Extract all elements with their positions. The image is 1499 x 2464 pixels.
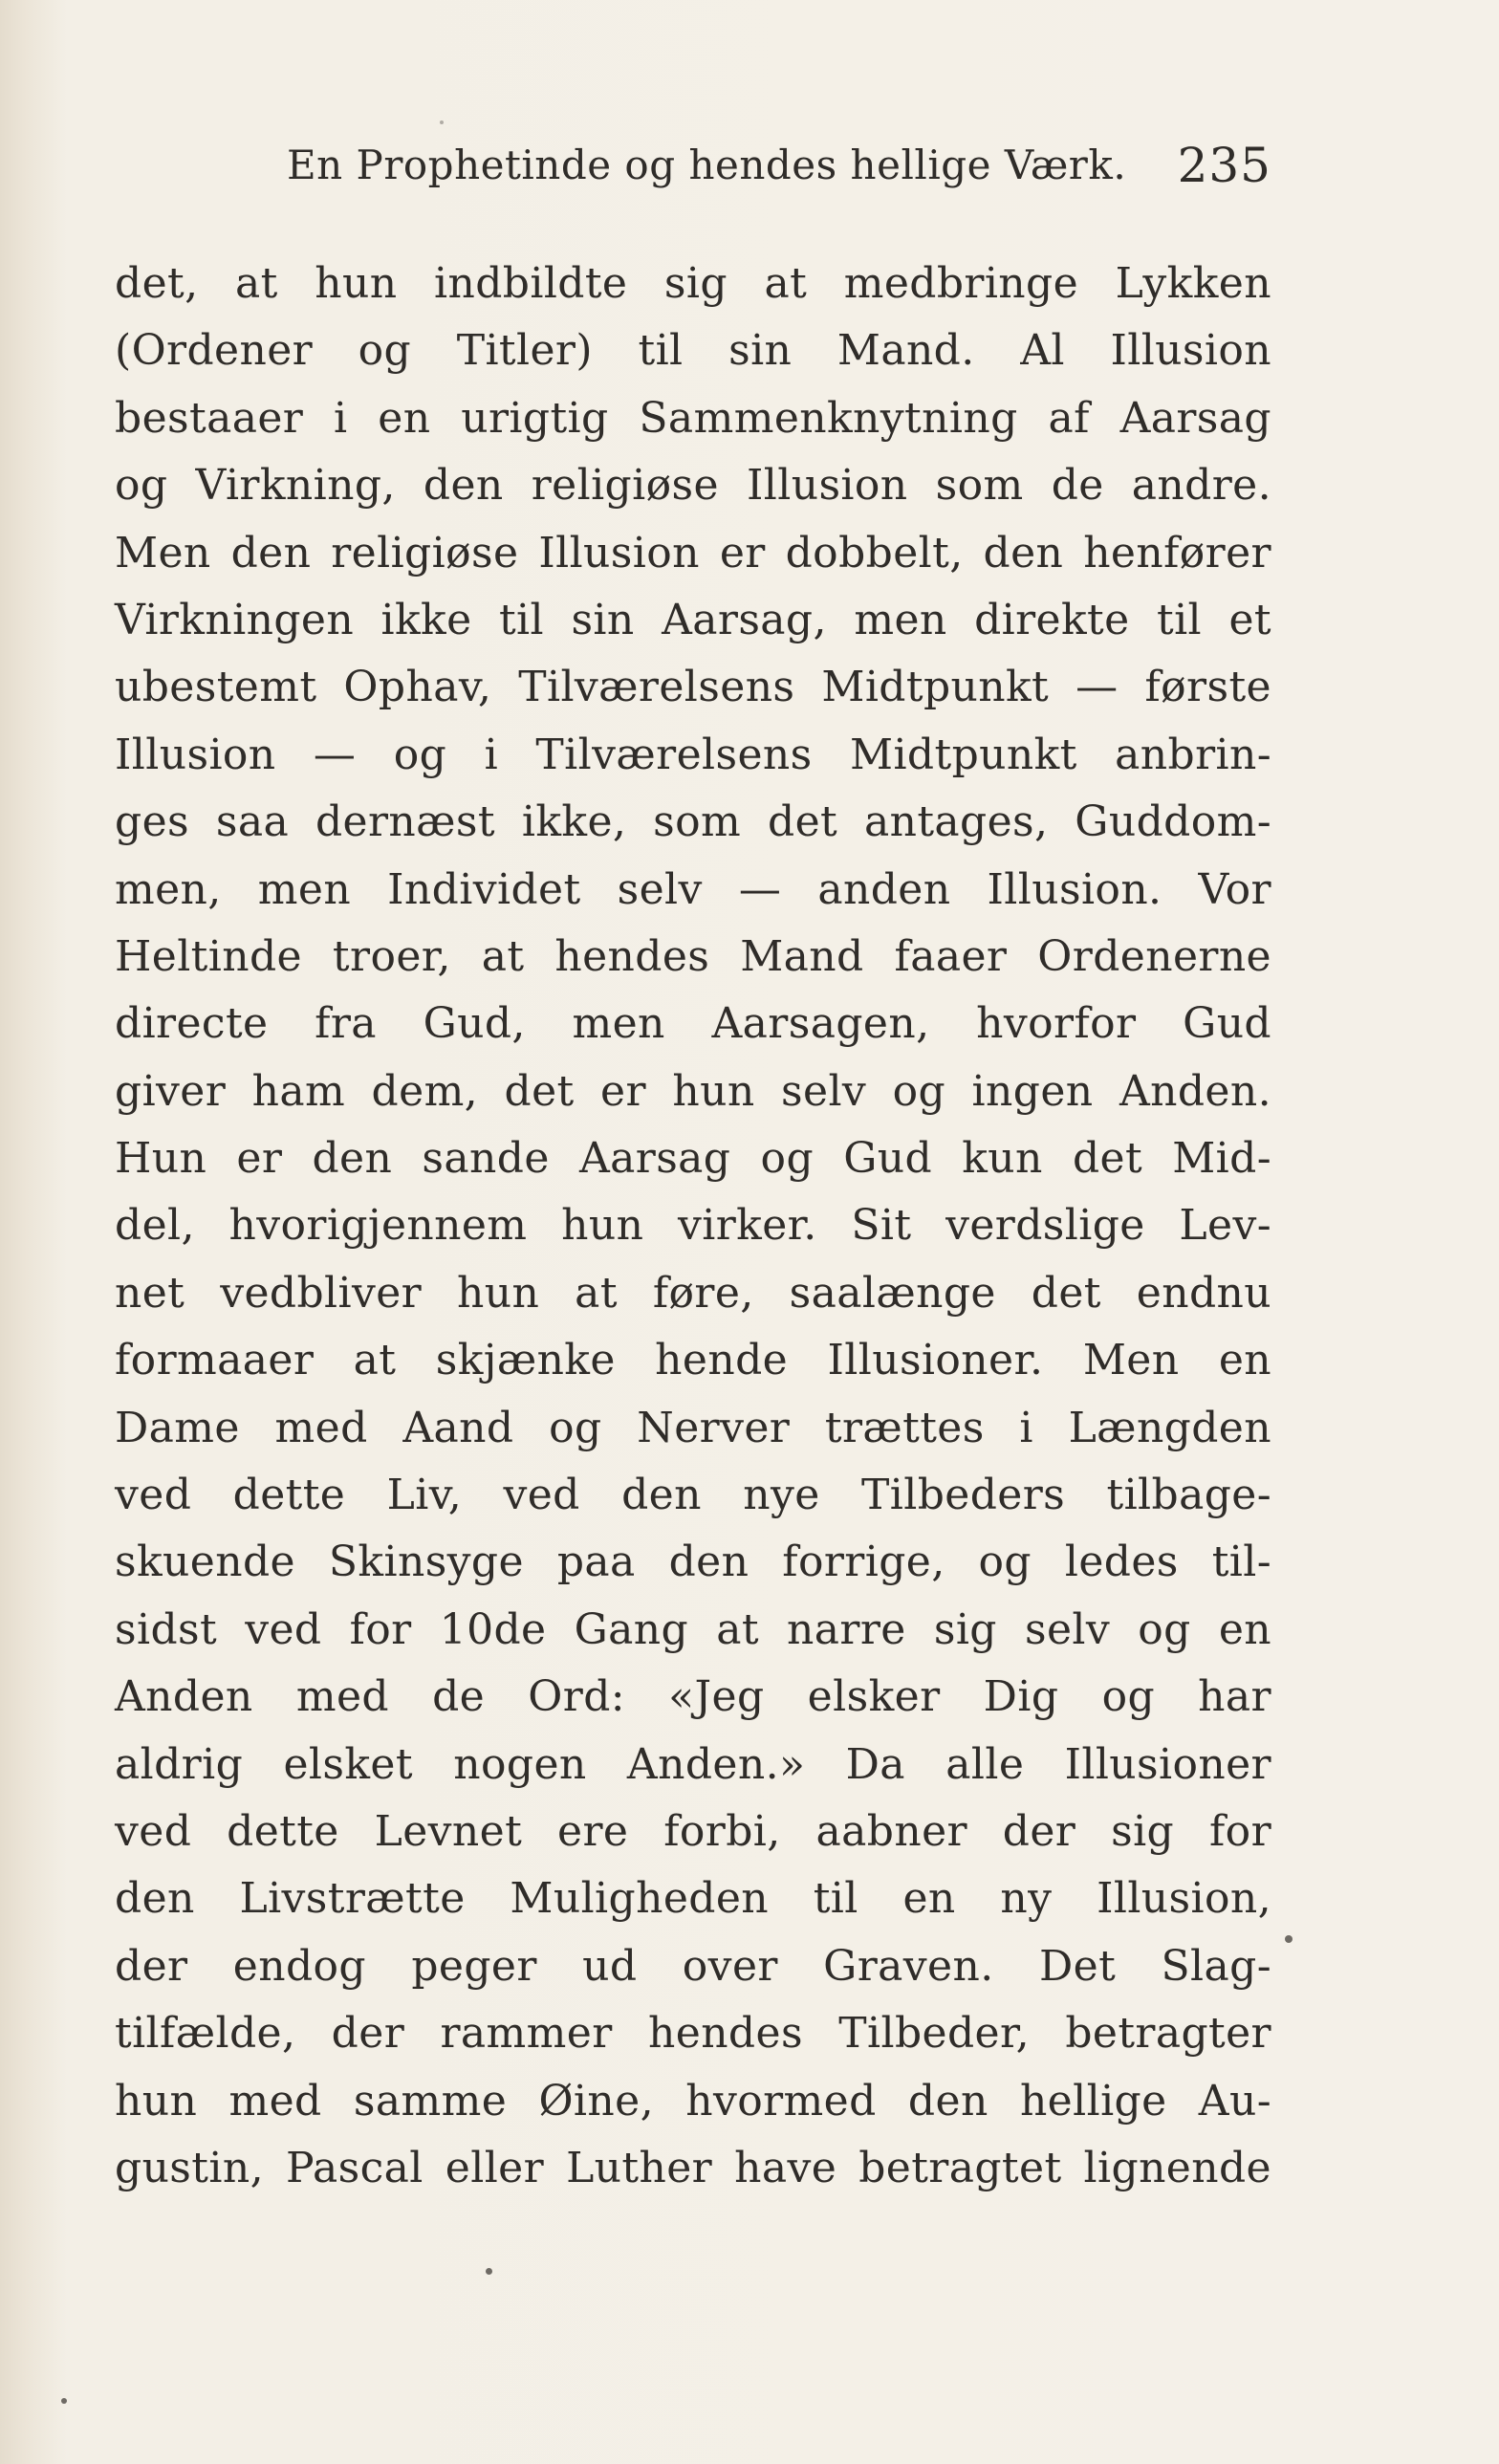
body-text	[115, 251, 1271, 2202]
text-line: hun med samme Øine, hvormed den hellige Au-	[115, 2076, 1271, 2126]
text-line: der endog peger ud over Graven. Det Slag-	[115, 1941, 1271, 1991]
text-line: gustin, Pascal eller Luther have betragtet lignende	[115, 2143, 1271, 2192]
text-line: net vedbliver hun at føre, saalænge det endnu	[115, 1268, 1271, 1318]
text-line: ved dette Levnet ere forbi, aabner der sig for	[115, 1806, 1271, 1856]
paper-speck	[440, 120, 444, 124]
text-line: det, at hun indbildte sig at medbringe Lykken	[115, 259, 1271, 308]
running-head: En Prophetinde og hendes hellige Værk.	[287, 142, 1127, 188]
text-line: formaaer at skjænke hende Illusioner. Men en	[115, 1336, 1271, 1385]
text-line: skuende Skinsyge paa den forrige, og ledes til-	[115, 1537, 1271, 1587]
text-line: aldrig elsket nogen Anden.» Da alle Illusioner	[115, 1739, 1271, 1789]
text-line: Men den religiøse Illusion er dobbelt, den henfører	[115, 528, 1271, 578]
text-line: ved dette Liv, ved den nye Tilbeders tilbage-	[115, 1471, 1271, 1520]
text-line: ubestemt Ophav, Tilværelsens Midtpunkt — første	[115, 663, 1271, 712]
text-line: Illusion — og i Tilværelsens Midtpunkt anbrin-	[115, 730, 1271, 779]
text-line: ges saa dernæst ikke, som det antages, Guddom-	[115, 797, 1271, 847]
text-line: (Ordener og Titler) til sin Mand. Al Illusion	[115, 326, 1271, 376]
text-line: den Livstrætte Muligheden til en ny Illusion,	[115, 1874, 1271, 1924]
text-line: sidst ved for 10de Gang at narre sig selv og en	[115, 1604, 1271, 1654]
text-line: giver ham dem, det er hun selv og ingen Anden.	[115, 1066, 1271, 1116]
text-line: directe fra Gud, men Aarsagen, hvorfor Gud	[115, 999, 1271, 1049]
text-line: del, hvorigjennem hun virker. Sit verdslige Lev-	[115, 1201, 1271, 1251]
text-line: men, men Individet selv — anden Illusion. Vor	[115, 864, 1271, 914]
text-line: bestaaer i en urigtig Sammenknytning af Aarsag	[115, 393, 1271, 443]
page-header	[287, 138, 1271, 203]
text-line: Virkningen ikke til sin Aarsag, men direkte til et	[115, 595, 1271, 644]
text-line: tilfælde, der rammer hendes Tilbeder, betragter	[115, 2009, 1271, 2059]
paper-speck	[61, 2398, 67, 2404]
paper-speck	[486, 2268, 492, 2275]
text-line: og Virkning, den religiøse Illusion som de andre.	[115, 461, 1271, 511]
paper-speck	[1285, 1935, 1293, 1943]
text-line: Dame med Aand og Nerver trættes i Længden	[115, 1403, 1271, 1452]
page-number: 235	[1177, 138, 1271, 193]
text-line: Hun er den sande Aarsag og Gud kun det Mid-	[115, 1134, 1271, 1184]
text-line: Heltinde troer, at hendes Mand faaer Ordenerne	[115, 931, 1271, 981]
text-line: Anden med de Ord: «Jeg elsker Dig og har	[115, 1672, 1271, 1722]
